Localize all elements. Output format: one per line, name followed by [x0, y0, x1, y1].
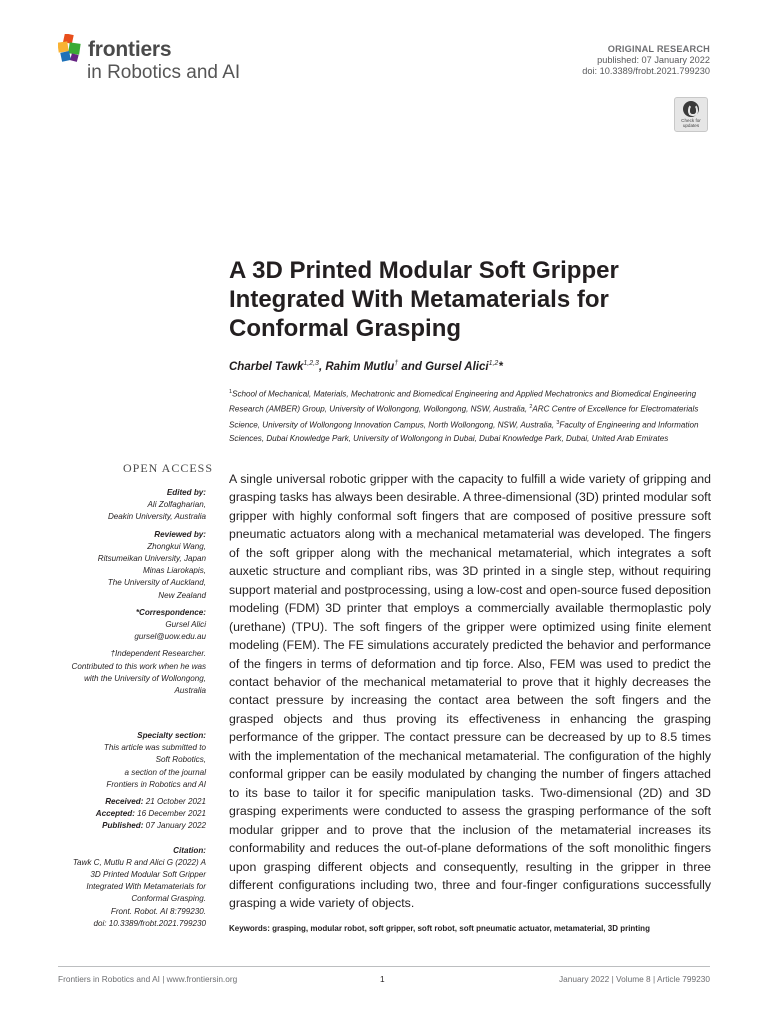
- logo-tile: [60, 51, 71, 62]
- reviewer-affiliation: Ritsumeikan University, Japan: [97, 554, 206, 564]
- citation-block: [36, 845, 206, 930]
- correspondence-label: *Correspondence:: [135, 607, 206, 617]
- specialty-line: Soft Robotics,: [155, 755, 206, 765]
- reviewer-affiliation: The University of Auckland,: [107, 578, 206, 588]
- note-line: †Independent Researcher.: [110, 649, 206, 659]
- footer-journal-link[interactable]: Frontiers in Robotics and AI | www.frontiersin.org: [58, 974, 238, 984]
- author-affil-sup: 1,2,3: [303, 360, 319, 367]
- open-access-label: OPEN ACCESS: [123, 461, 214, 475]
- citation-line: 3D Printed Modular Soft Gripper: [90, 870, 206, 880]
- reviewed-by-label: Reviewed by:: [154, 529, 206, 539]
- edited-by-label: Edited by:: [166, 488, 206, 497]
- accepted-value: 16 December 2021: [134, 809, 206, 819]
- specialty-line: Frontiers in Robotics and AI: [106, 779, 206, 789]
- affil-sup: 3: [556, 419, 560, 426]
- citation-line: Tawk C, Mutlu R and Alici G (2022) A: [72, 857, 206, 867]
- citation-label: Citation:: [173, 845, 206, 855]
- author-affil-sup: †: [394, 360, 399, 367]
- note-line: Australia: [174, 686, 206, 696]
- affil-sup: 1: [229, 389, 233, 395]
- accepted-label: Accepted:: [95, 809, 135, 819]
- logo-tile: [70, 53, 79, 62]
- footer-divider: [58, 966, 710, 967]
- correspondence-name: Gursel Alici: [165, 620, 206, 630]
- citation-line: Integrated With Metamaterials for: [86, 882, 206, 892]
- keywords: [229, 924, 711, 933]
- received-date: [36, 796, 206, 808]
- keywords-label: Keywords:: [229, 924, 270, 933]
- received-label: Received:: [105, 797, 144, 807]
- received-value: 21 October 2021: [143, 797, 206, 807]
- dates-block: [36, 796, 206, 833]
- note-line: with the University of Wollongong,: [84, 673, 206, 683]
- page-number: 1: [380, 974, 385, 984]
- published-label: Published:: [102, 821, 144, 831]
- author-separator: ,: [318, 360, 326, 373]
- published-date-side: [36, 820, 206, 832]
- affiliation: Faculty of Engineering and Information Sciences, Dubai Knowledge Park, University of Wollongong in Dubai, Dubai Knowledge Park, Dubai, United Arab Emirates: [229, 420, 699, 443]
- article-doi[interactable]: doi: 10.3389/frobt.2021.799230: [582, 66, 710, 76]
- author-name[interactable]: Gursel Alici: [425, 360, 489, 373]
- correspondence-block: [36, 607, 206, 644]
- published-date: published: 07 January 2022: [597, 55, 710, 65]
- specialty-line: a section of the journal: [124, 767, 206, 777]
- author-name[interactable]: Charbel Tawk: [229, 360, 304, 373]
- author-list: [229, 360, 503, 373]
- frontiers-logo-icon: [58, 34, 84, 62]
- citation-line: Conformal Grasping.: [131, 894, 206, 904]
- footer-issue-info: January 2022 | Volume 8 | Article 799230: [559, 974, 710, 984]
- article-title: A 3D Printed Modular Soft Gripper Integrated With Metamaterials for Conformal Grasping: [229, 257, 619, 342]
- logo-tile: [58, 41, 69, 52]
- reviewed-by-block: [36, 529, 206, 602]
- correspondence-email[interactable]: gursel@uow.edu.au: [134, 632, 206, 642]
- corresponding-mark: *: [498, 360, 503, 373]
- affiliation: School of Mechanical, Materials, Mechatronic and Biomedical Engineering and Applied Mechatronics and Biomedical Engineering Research (AMBER) Group, University of Wollongong, Wollongong, NSW, Australia,: [229, 389, 697, 414]
- affiliations: [229, 386, 712, 445]
- keywords-list: grasping, modular robot, soft gripper, soft robot, soft pneumatic actuator, metamaterial, 3D printing: [272, 924, 650, 933]
- note-line: Contributed to this work when he was: [71, 661, 206, 671]
- article-meta: [582, 44, 710, 77]
- citation-line: Front. Robot. AI 8:799230.: [110, 906, 206, 916]
- brand-name: frontiers: [88, 38, 172, 61]
- affil-sup: 2: [529, 404, 533, 411]
- crossmark-icon: [683, 101, 699, 117]
- editor-affiliation: Deakin University, Australia: [107, 512, 206, 522]
- accepted-date: [36, 808, 206, 820]
- logo-tile: [68, 42, 80, 54]
- author-name[interactable]: Rahim Mutlu: [325, 360, 395, 373]
- article-type: ORIGINAL RESEARCH: [607, 44, 710, 54]
- reviewer-name[interactable]: Zhongkui Wang,: [147, 541, 206, 551]
- reviewer-name[interactable]: Minas Liarokapis,: [143, 566, 206, 576]
- edited-by-block: [36, 487, 206, 524]
- affiliation: ARC Centre of Excellence for Electromaterials Science, University of Wollongong Innovation Campus, North Wollongong, NSW, Australia,: [229, 404, 699, 430]
- reviewer-affiliation: New Zealand: [158, 590, 206, 600]
- published-value: 07 January 2022: [143, 821, 206, 831]
- editorial-info: [36, 487, 206, 702]
- abstract: A single universal robotic gripper with the capacity to fulfill a wide variety of gripping and grasping tasks has always been desirable. A three-dimensional (3D) printed modular soft gripper with highly conformal soft fingers that are composed of positive pressure soft pneumatic actuators along with a mechanical metamaterial was developed. The fingers of the soft gripper along with the mechanical metamaterial, which integrates a soft auxetic structure and compliant ribs, was 3D printed in a single step, without requiring support material and postprocessing, using a low-cost and open-source fused deposition modeling (FDM) 3D printer that employs a commercially available thermoplastic poly (urethane) (TPU). The soft fingers of the gripper were optimized using finite element modeling (FEM). The FE simulations accurately predicted the behavior and performance of the fingers in terms of deformation and tip force. Also, FEM was used to predict the contact behavior of the mechanical metamaterial to prove that it highly decreases the contact pressure by increasing the contact area between the soft fingers and the grasped objects and thus proving its effectiveness in enhancing the grasping performance of the gripper. The contact pressure can be decreased by up to 8.5 times with the implementation of the mechanical metamaterial. The configuration of the highly conformal gripper can be easily modulated by changing the number of fingers attached to its base to tailor it for specific manipulation tasks. Two-dimensional (2D) and 3D grasping experiments were conducted to assess the grasping performance of the soft modular gripper and to prove that the inclusion of the metamaterial increases its conformability and reduces the out-of-plane deformations of the soft monolithic fingers upon grasping different objects and consequently, resulting in the gripper in three different configurations including two, three and four-finger configurations successfully grasping a wide variety of objects.: [229, 472, 711, 911]
- independent-note: [36, 648, 206, 697]
- author-separator: and: [398, 360, 426, 373]
- author-affil-sup: 1,2: [488, 360, 499, 367]
- check-for-updates-label: Check for updates: [681, 118, 701, 128]
- specialty-block: [36, 730, 206, 791]
- journal-name: in Robotics and AI: [87, 62, 241, 83]
- article-history: [36, 730, 206, 935]
- specialty-line: This article was submitted to: [103, 743, 206, 753]
- specialty-label: Specialty section:: [137, 731, 206, 740]
- check-for-updates-badge[interactable]: [674, 97, 708, 132]
- citation-doi[interactable]: doi: 10.3389/frobt.2021.799230: [93, 918, 206, 928]
- editor-name[interactable]: Ali Zolfagharian,: [147, 500, 206, 510]
